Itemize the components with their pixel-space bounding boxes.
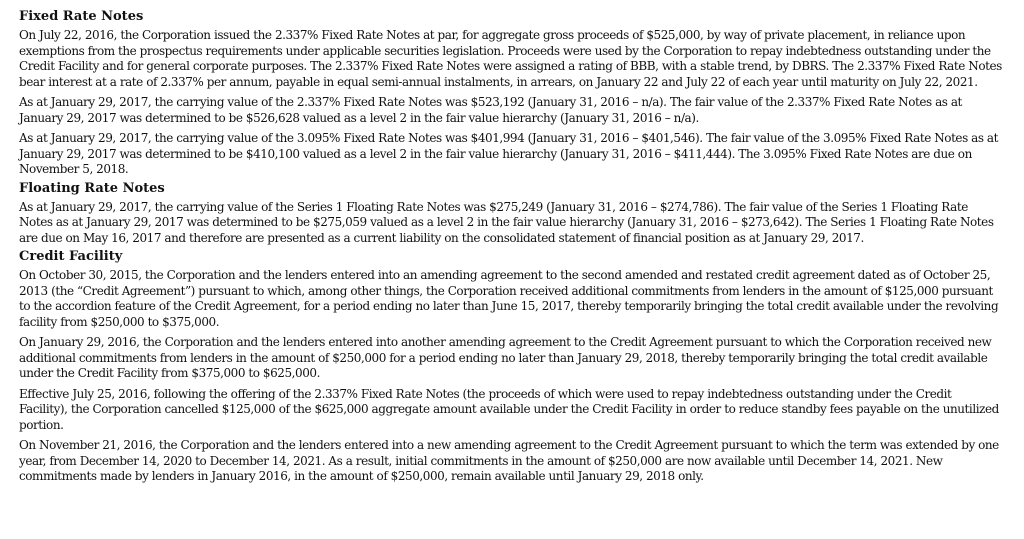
paragraph: On November 21, 2016, the Corporation and the lenders entered into a new amending agreement to the Credit Agreement pursuant to which the term was extended by one year, from December 14, 2020 to December 14, 2021. As a result, initial commitments in the amount of $250,000 are now available until December 14, 2021. New commitments made by lenders in January 2016, in the amount of $250,000, remain available until January 29, 2018 only. [19, 438, 999, 483]
paragraph: As at January 29, 2017, the carrying value of the 2.337% Fixed Rate Notes was $523,192 (January 31, 2016 – n/a). The fair value of the 2.337% Fixed Rate Notes as at January 29, 2017 was determined to be $526,628 valued as a level 2 in the fair value hierarchy (January 31, 2016 – n/a). [19, 95, 962, 125]
section-fixed-rate-notes [19, 8, 1002, 178]
paragraph: On July 22, 2016, the Corporation issued the 2.337% Fixed Rate Notes at par, for aggregate gross proceeds of $525,000, by way of private placement, in reliance upon exemptions from the prospectus requirements under applicable securities legislation. Proceeds were used by the Corporation to repay indebtedness outstanding under the Credit Facility and for general corporate purposes. The 2.337% Fixed Rate Notes were assigned a rating of BBB, with a stable trend, by DBRS. The 2.337% Fixed Rate Notes bear interest at a rate of 2.337% per annum, payable in equal semi-annual instalments, in arrears, on January 22 and July 22 of each year until maturity on July 22, 2021. [19, 28, 1002, 89]
section-floating-rate-notes [19, 180, 1002, 247]
paragraph: On January 29, 2016, the Corporation and the lenders entered into another amending agreement to the Credit Agreement pursuant to which the Corporation received new additional commitments from lenders in the amount of $250,000 for a period ending no later than January 29, 2018, thereby temporarily bringing the total credit available under the Credit Facility from $375,000 to $625,000. [19, 335, 992, 380]
section-heading: Credit Facility [19, 249, 123, 264]
paragraph: Effective July 25, 2016, following the offering of the 2.337% Fixed Rate Notes (the proceeds of which were used to repay indebtedness outstanding under the Credit Facility), the Corporation cancelled $125,000 of the $625,000 aggregate amount available under the Credit Facility in order to reduce standby fees payable on the unutilized portion. [19, 386, 999, 432]
section-heading: Floating Rate Notes [19, 180, 165, 196]
section-credit-facility [19, 248, 1002, 485]
section-heading: Fixed Rate Notes [19, 9, 144, 24]
paragraph: On October 30, 2015, the Corporation and the lenders entered into an amending agreement to the second amended and restated credit agreement dated as of October 25, 2013 (the “Credit Agreement”) pursuant to which, among other things, the Corporation received additional commitments from lenders in the amount of $125,000 pursuant to the accordion feature of the Credit Agreement, for a period ending no later than June 15, 2017, thereby temporarily bringing the total credit available under the revolving facility from $250,000 to $375,000. [19, 268, 999, 329]
paragraph: As at January 29, 2017, the carrying value of the 3.095% Fixed Rate Notes was $401,994 (January 31, 2016 – $401,546). The fair value of the 3.095% Fixed Rate Notes as at January 29, 2017 was determined to be $410,100 valued as a level 2 in the fair value hierarchy (January 31, 2016 – $411,444). The 3.095% Fixed Rate Notes are due on November 5, 2018. [19, 131, 999, 176]
paragraph: As at January 29, 2017, the carrying value of the Series 1 Floating Rate Notes was $275,249 (January 31, 2016 – $274,786). The fair value of the Series 1 Floating Rate Notes as at January 29, 2017 was determined to be $275,059 valued as a level 2 in the fair value hierarchy (January 31, 2016 – $273,642). The Series 1 Floating Rate Notes are due on May 16, 2017 and therefore are presented as a current liability on the consolidated statement of financial position as at January 29, 2017. [19, 199, 994, 245]
